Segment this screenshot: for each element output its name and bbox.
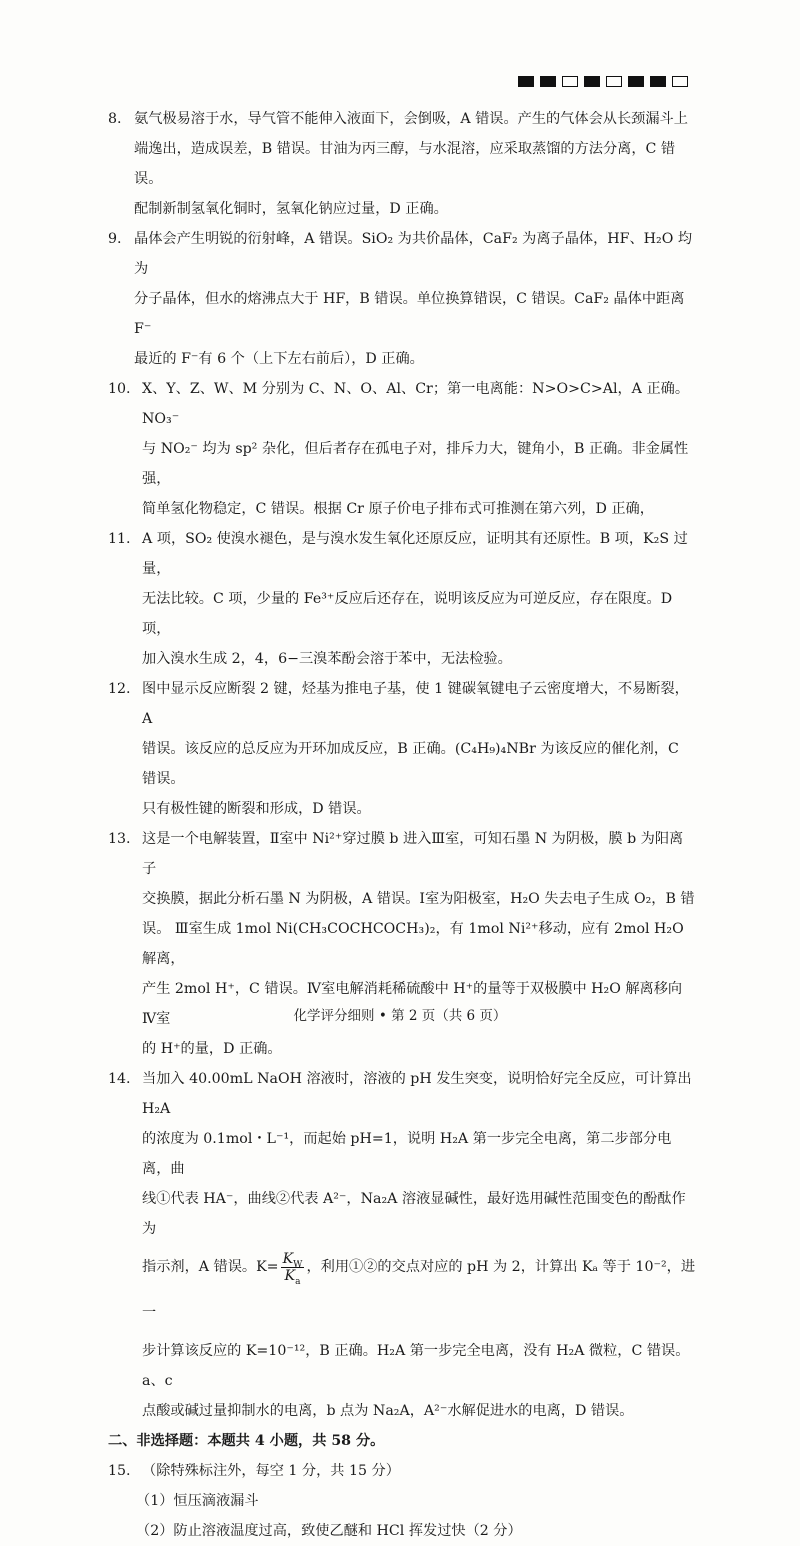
item-line: 的 H⁺的量，D 正确。 [142, 1041, 282, 1057]
item-line: 加入溴水生成 2，4，6−三溴苯酚会溶于苯中，无法检验。 [142, 651, 512, 667]
header-mark [540, 76, 556, 87]
item-line: 与 NO₂⁻ 均为 sp² 杂化，但后者存在孤电子对，排斥力大，键角小，B 正确。非金属性强， [142, 441, 689, 487]
item-line: A 项，SO₂ 使溴水褪色，是与溴水发生氧化还原反应，证明其有还原性。B 项，K₂S 过量， [142, 531, 688, 577]
item-line: 简单氢化物稳定，C 错误。根据 Cr 原子价电子排布式可推测在第六列，D 正确， [142, 501, 654, 517]
item-line: 错误。该反应的总反应为开环加成反应，B 正确。(C₄H₉)₄NBr 为该反应的催化剂，C 错误。 [142, 741, 679, 787]
item-line: 当加入 40.00mL NaOH 溶液时，溶液的 pH 发生突变，说明恰好完全反应，可计算出 H₂A [142, 1071, 692, 1117]
header-mark [562, 76, 578, 87]
fraction-denominator: $K_a$ [284, 1267, 301, 1287]
item-intro: （除特殊标注外，每空 1 分，共 15 分） [142, 1463, 400, 1479]
item-line: 氨气极易溶于水，导气管不能伸入液面下，会倒吸，A 错误。产生的气体会从长颈漏斗上 [134, 111, 688, 127]
item-number: 10. [108, 381, 131, 397]
item-line: 无法比较。C 项，少量的 Fe³⁺反应后还存在，说明该反应为可逆反应，存在限度。D 项， [142, 591, 673, 637]
item-number: 13. [108, 831, 131, 847]
item-number: 15. [108, 1463, 131, 1479]
answer-item [108, 104, 696, 224]
answer-item [108, 674, 696, 824]
item-number: 9. [108, 231, 122, 247]
answer-item [108, 524, 696, 674]
item-line: 产生 2mol H⁺，C 错误。Ⅳ室电解消耗稀硫酸中 H⁺的量等于双极膜中 H₂O 解离移向Ⅳ室 [142, 981, 683, 1027]
header-mark [650, 76, 666, 87]
section-title: 二、非选择题：本题共 4 小题，共 58 分。 [108, 1433, 385, 1449]
page-content [108, 104, 696, 1546]
answer-item [108, 374, 696, 524]
header-marks [518, 76, 688, 87]
item-line: 晶体会产生明锐的衍射峰，A 错误。SiO₂ 为共价晶体，CaF₂ 为离子晶体，HF、H₂O 均为 [134, 231, 693, 277]
item-line: 分子晶体，但水的熔沸点大于 HF，B 错误。单位换算错误，C 错误。CaF₂ 晶体中距离 F⁻ [134, 291, 685, 337]
item-number: 11. [108, 531, 131, 547]
item-number: 12. [108, 681, 131, 697]
item-line: 最近的 F⁻有 6 个（上下左右前后），D 正确。 [134, 351, 424, 367]
item-line: 点酸或碱过量抑制水的电离，b 点为 Na₂A，A²⁻水解促进水的电离，D 错误。 [142, 1403, 634, 1419]
item-line: 端逸出，造成误差，B 错误。甘油为丙三醇，与水混溶，应采取蒸馏的方法分离，C 错误。 [134, 141, 676, 187]
item-line: 图中显示反应断裂 2 键，烃基为推电子基，使 1 键碳氧键电子云密度增大，不易断裂，A [142, 681, 689, 727]
page-footer: 化学评分细则 • 第 2 页（共 6 页） [293, 1008, 507, 1024]
fraction [281, 1250, 305, 1287]
item-line: 步计算该反应的 K=10⁻¹²，B 正确。H₂A 第一步完全电离，没有 H₂A 微粒，C 错误。a、c [142, 1343, 690, 1389]
answer-item [108, 824, 696, 1064]
header-mark [584, 76, 600, 87]
header-mark [518, 76, 534, 87]
formula-before: 指示剂，A 错误。K= [142, 1259, 279, 1275]
item-line: 的浓度为 0.1mol・L⁻¹，而起始 pH=1，说明 H₂A 第一步完全电离，第二步部分电离，曲 [142, 1131, 672, 1177]
item-14 [108, 1064, 696, 1426]
item-line: 只有极性键的断裂和形成，D 错误。 [142, 801, 371, 817]
header-mark [628, 76, 644, 87]
header-mark [672, 76, 688, 87]
item-line: 这是一个电解装置，Ⅱ室中 Ni²⁺穿过膜 b 进入Ⅲ室，可知石墨 N 为阴极，膜 b 为阳离子 [142, 831, 684, 877]
fraction-numerator: $K_W$ [282, 1250, 303, 1270]
item-line: 误。 Ⅲ室生成 1mol Ni(CH₃COCHCOCH₃)₂，有 1mol Ni²⁺移动，应有 2mol H₂O 解离， [142, 921, 684, 967]
formula-after: ，利用①②的交点对应的 pH 为 2，计算出 Kₐ 等于 10⁻²，进一 [142, 1259, 696, 1321]
sub-answer: （2）防止溶液温度过高，致使乙醚和 HCl 挥发过快（2 分） [136, 1523, 522, 1539]
header-mark [606, 76, 622, 87]
item-line: 交换膜，据此分析石墨 N 为阴极，A 错误。Ⅰ室为阳极室，H₂O 失去电子生成 O₂，B 错 [142, 891, 695, 907]
item-number: 14. [108, 1071, 131, 1087]
sub-answer: （1）恒压滴液漏斗 [136, 1493, 259, 1509]
formula-line [142, 1244, 696, 1336]
item-15 [108, 1456, 696, 1486]
item-number: 8. [108, 111, 122, 127]
item-line: 配制新制氢氧化铜时，氢氧化钠应过量，D 正确。 [134, 201, 448, 217]
item-line: 线①代表 HA⁻，曲线②代表 A²⁻，Na₂A 溶液显碱性，最好选用碱性范围变色的酚酞作为 [142, 1191, 686, 1237]
answer-item [108, 224, 696, 374]
item-line: X、Y、Z、W、M 分别为 C、N、O、Al、Cr；第一电离能：N>O>C>Al，A 正确。NO₃⁻ [142, 381, 690, 427]
